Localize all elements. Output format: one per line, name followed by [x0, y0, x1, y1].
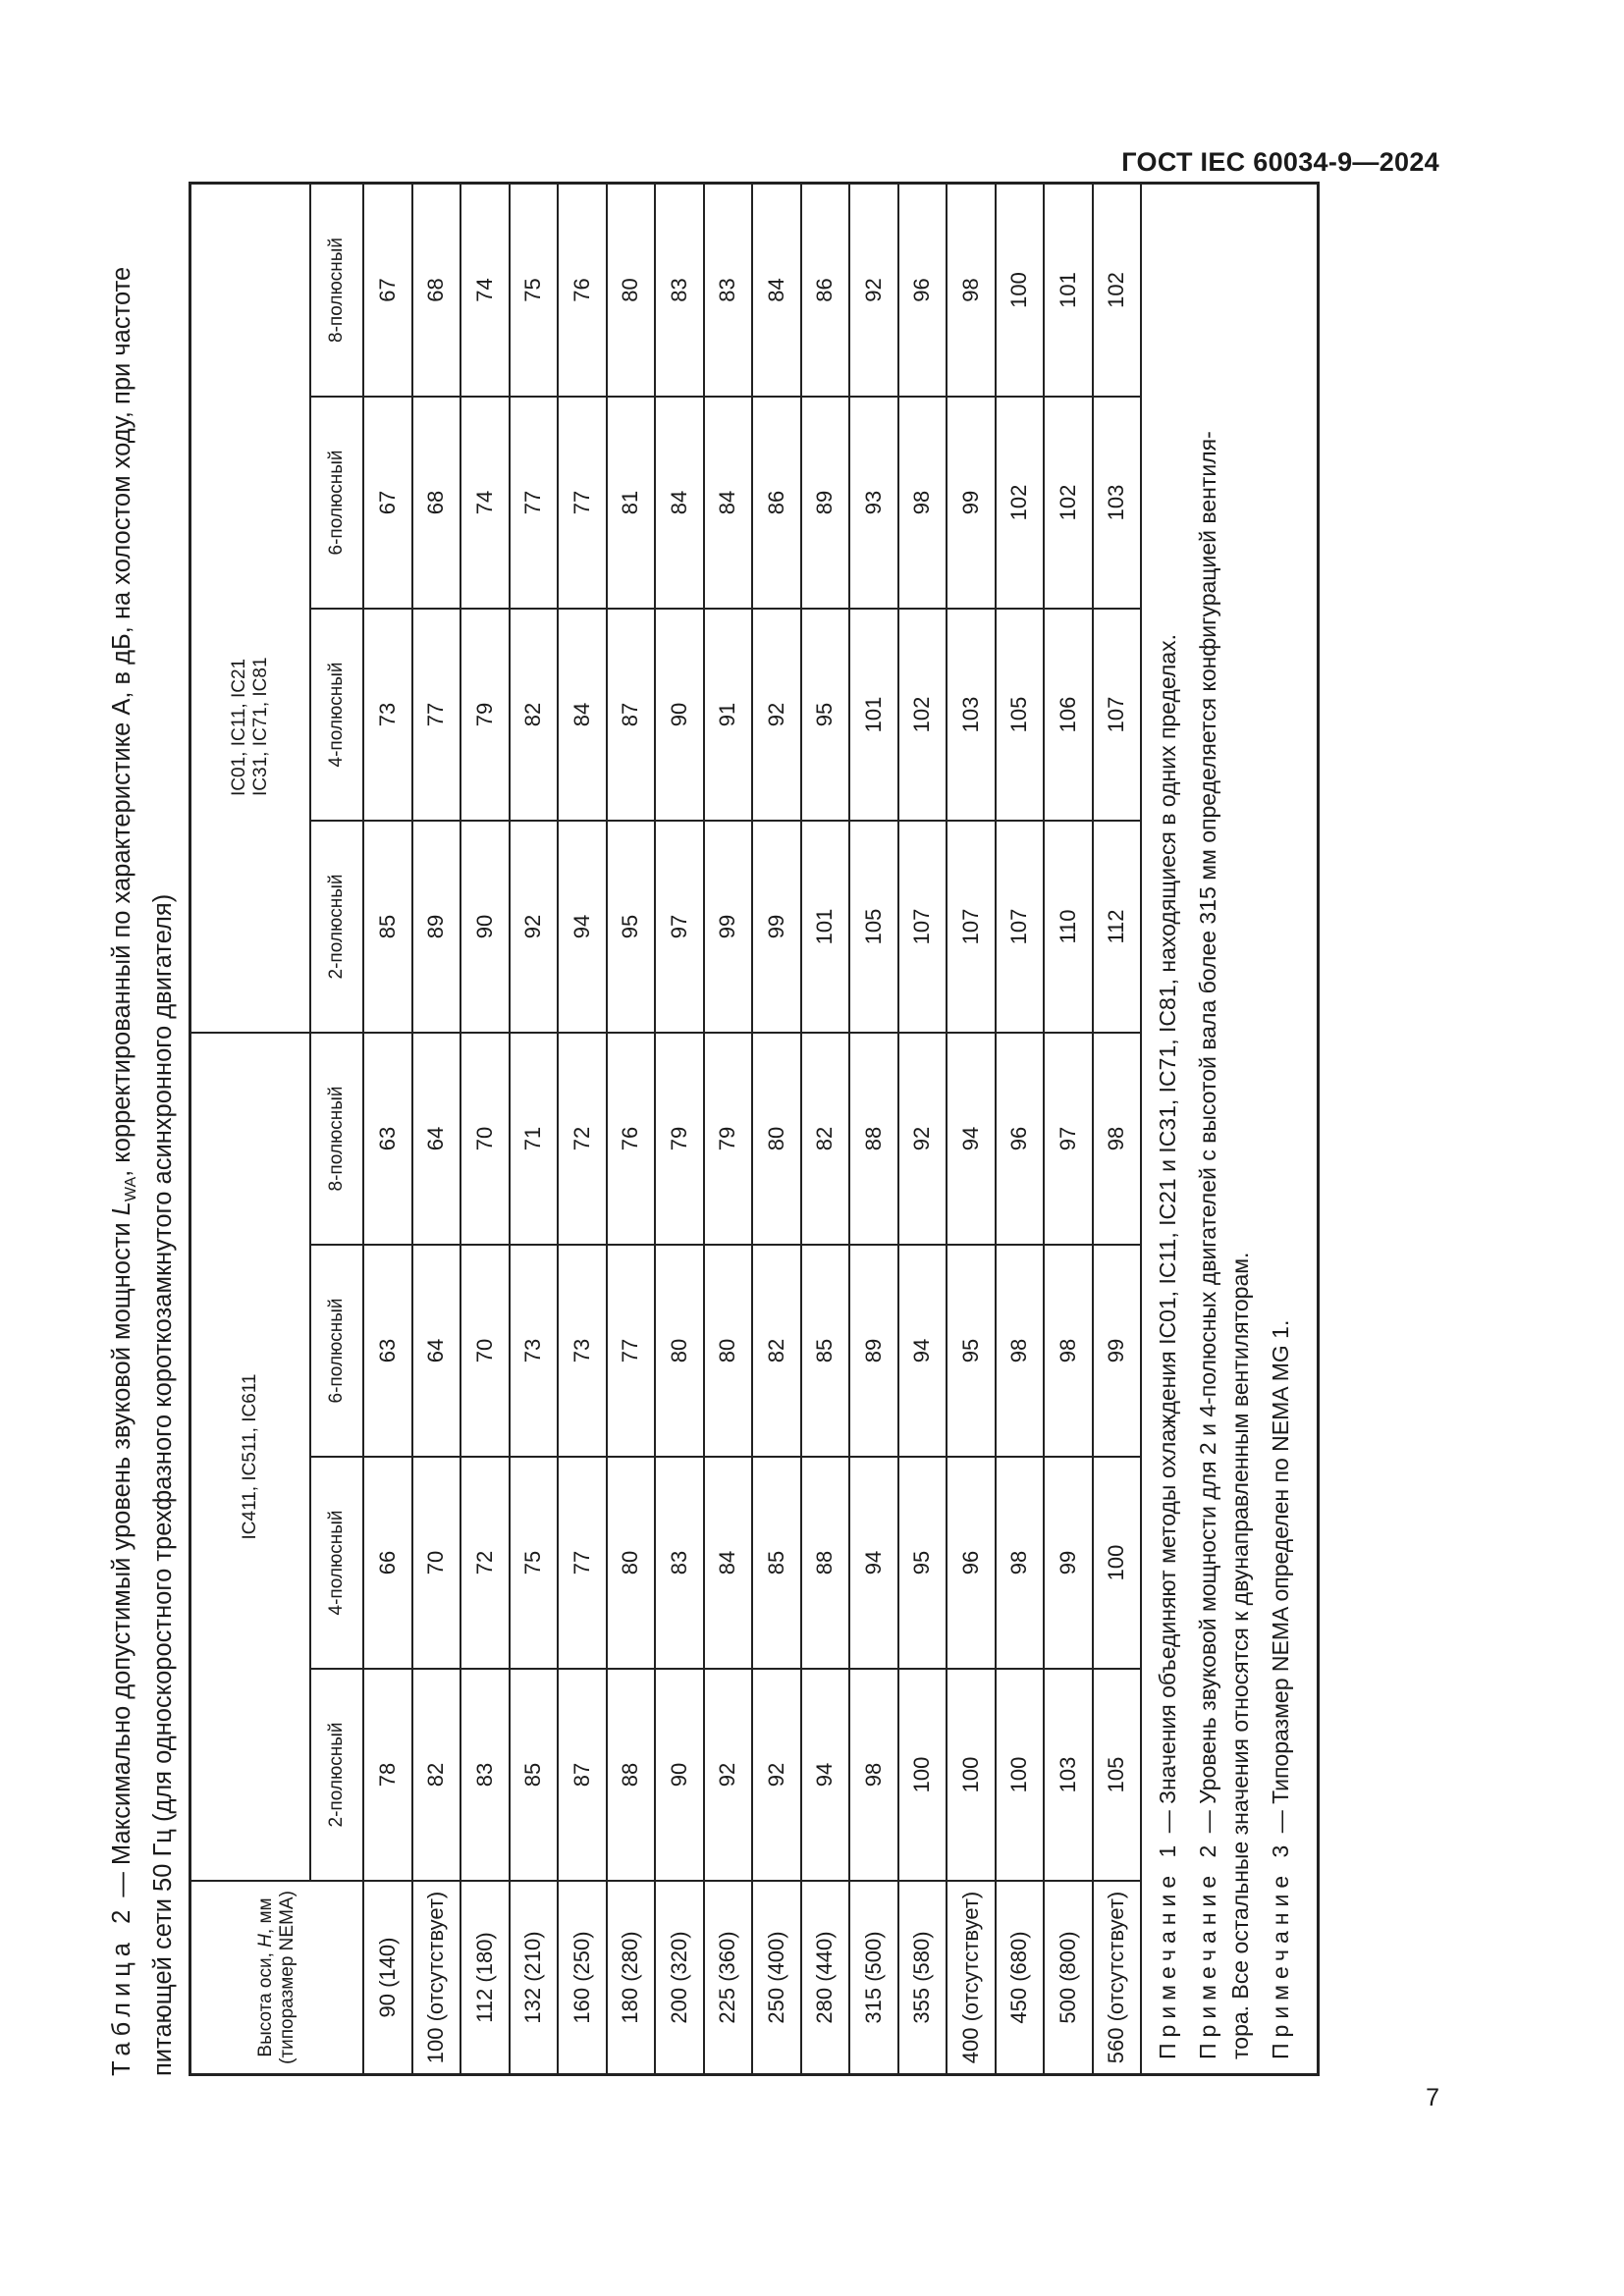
noise-level-cell: 88: [849, 1033, 898, 1245]
noise-level-cell: 100: [898, 1669, 947, 1881]
noise-level-cell: 94: [558, 821, 607, 1033]
noise-level-cell: 102: [1044, 397, 1093, 609]
noise-level-cell: 67: [363, 397, 412, 609]
table-row: [655, 185, 704, 2073]
noise-level-cell: 83: [655, 1457, 704, 1669]
noise-level-cell: 102: [898, 609, 947, 821]
rotated-table-block: [106, 113, 1314, 2076]
noise-level-cell: 73: [363, 609, 412, 821]
noise-level-cell: 87: [558, 1669, 607, 1881]
noise-level-cell: 98: [947, 185, 996, 397]
table-header-row-poles: [310, 185, 363, 2073]
caption-line-1: [106, 113, 147, 2076]
noise-level-cell: 83: [655, 185, 704, 397]
noise-level-cell: 68: [412, 185, 461, 397]
pole-header: 8-полюсный: [310, 1033, 363, 1245]
table-row: [1044, 185, 1093, 2073]
table-caption: [106, 113, 179, 2076]
noise-level-cell: 91: [704, 609, 753, 821]
noise-level-cell: 100: [996, 185, 1045, 397]
noise-level-cell: 72: [460, 1457, 510, 1669]
noise-level-cell: 103: [1093, 397, 1142, 609]
noise-level-cell: 79: [460, 609, 510, 821]
noise-level-cell: 93: [849, 397, 898, 609]
noise-level-cell: 82: [801, 1033, 850, 1245]
noise-level-cell: 74: [460, 185, 510, 397]
noise-level-cell: 74: [460, 397, 510, 609]
noise-level-cell: 107: [1093, 609, 1142, 821]
noise-level-cell: 106: [1044, 609, 1093, 821]
caption-text-before: — Максимально допустимый уровень звуковой мощности: [108, 1215, 135, 1904]
caption-variable-subscript: WA: [123, 1176, 140, 1202]
noise-level-cell: 103: [1044, 1669, 1093, 1881]
noise-level-cell: 79: [655, 1033, 704, 1245]
noise-level-cell: 105: [1093, 1669, 1142, 1881]
noise-level-cell: 82: [752, 1245, 801, 1457]
noise-level-cell: 92: [752, 609, 801, 821]
noise-level-cell: 107: [898, 821, 947, 1033]
noise-level-cell: 90: [655, 609, 704, 821]
noise-level-cell: 88: [607, 1669, 656, 1881]
noise-level-cell: 103: [947, 609, 996, 821]
noise-level-cell: 85: [752, 1457, 801, 1669]
noise-level-cell: 89: [849, 1245, 898, 1457]
noise-level-cell: 84: [752, 185, 801, 397]
shaft-height-cell: 132 (210): [510, 1881, 559, 2073]
noise-level-cell: 92: [898, 1033, 947, 1245]
noise-level-cell: 80: [607, 1457, 656, 1669]
noise-level-cell: 80: [655, 1245, 704, 1457]
noise-level-cell: 85: [363, 821, 412, 1033]
pole-header: 6-полюсный: [310, 397, 363, 609]
noise-level-cell: 80: [607, 185, 656, 397]
noise-level-cell: 96: [996, 1033, 1045, 1245]
pole-header: 8-полюсный: [310, 185, 363, 397]
noise-level-cell: 86: [801, 185, 850, 397]
shaft-height-cell: 225 (360): [704, 1881, 753, 2073]
caption-line-2: питающей сети 50 Гц (для односкоростного трехфазного короткозамкнутого асинхронного двигателя): [149, 893, 178, 2076]
caption-label: Таблица 2: [108, 1903, 135, 2076]
noise-level-cell: 98: [1044, 1245, 1093, 1457]
shaft-height-cell: 450 (680): [996, 1881, 1045, 2073]
noise-level-cell: 70: [460, 1245, 510, 1457]
noise-level-cell: 95: [947, 1245, 996, 1457]
table-row: [363, 185, 412, 2073]
noise-level-cell: 98: [996, 1457, 1045, 1669]
table-row: [558, 185, 607, 2073]
noise-level-cell: 75: [510, 185, 559, 397]
table-row: [412, 185, 461, 2073]
noise-level-cell: 95: [801, 609, 850, 821]
table-row: [801, 185, 850, 2073]
noise-level-cell: 94: [801, 1669, 850, 1881]
noise-level-cell: 85: [510, 1669, 559, 1881]
noise-level-cell: 78: [363, 1669, 412, 1881]
cooling-group-1-header: IC411, IC511, IC611: [191, 1033, 310, 1881]
noise-level-cell: 76: [607, 1033, 656, 1245]
shaft-height-cell: 200 (320): [655, 1881, 704, 2073]
noise-level-cell: 98: [898, 397, 947, 609]
document-code: ГОСТ IEC 60034-9—2024: [1121, 147, 1439, 177]
table-row: [996, 185, 1045, 2073]
shaft-height-cell: 400 (отсутствует): [947, 1881, 996, 2073]
noise-level-cell: 67: [363, 185, 412, 397]
noise-level-cell: 77: [558, 1457, 607, 1669]
noise-level-cell: 72: [558, 1033, 607, 1245]
table-row: [849, 185, 898, 2073]
pole-header: 4-полюсный: [310, 609, 363, 821]
table-row: [510, 185, 559, 2073]
noise-level-cell: 94: [849, 1457, 898, 1669]
noise-level-cell: 90: [655, 1669, 704, 1881]
noise-level-cell: 94: [898, 1245, 947, 1457]
noise-level-cell: 63: [363, 1033, 412, 1245]
table-row: [704, 185, 753, 2073]
noise-level-cell: 107: [996, 821, 1045, 1033]
table-row: [898, 185, 947, 2073]
table-notes: [1142, 185, 1317, 2073]
noise-level-cell: 100: [947, 1669, 996, 1881]
noise-level-cell: 68: [412, 397, 461, 609]
shaft-height-cell: 315 (500): [849, 1881, 898, 2073]
noise-level-cell: 99: [1093, 1245, 1142, 1457]
pole-header: 6-полюсный: [310, 1245, 363, 1457]
noise-level-cell: 92: [704, 1669, 753, 1881]
noise-level-cell: 105: [996, 609, 1045, 821]
noise-level-cell: 77: [607, 1245, 656, 1457]
noise-level-cell: 84: [558, 609, 607, 821]
caption-variable: L: [108, 1201, 135, 1216]
noise-level-cell: 102: [996, 397, 1045, 609]
noise-level-cell: 82: [412, 1669, 461, 1881]
noise-level-cell: 63: [363, 1245, 412, 1457]
pole-header: 2-полюсный: [310, 821, 363, 1033]
noise-level-cell: 98: [1093, 1033, 1142, 1245]
table-frame: [189, 182, 1320, 2076]
noise-level-cell: 64: [412, 1245, 461, 1457]
noise-level-cell: 84: [704, 397, 753, 609]
noise-level-cell: 76: [558, 185, 607, 397]
shaft-height-cell: 160 (250): [558, 1881, 607, 2073]
noise-level-cell: 105: [849, 821, 898, 1033]
noise-level-cell: 82: [510, 609, 559, 821]
noise-level-cell: 80: [704, 1245, 753, 1457]
noise-level-cell: 110: [1044, 821, 1093, 1033]
noise-level-cell: 89: [412, 821, 461, 1033]
noise-level-cell: 92: [510, 821, 559, 1033]
noise-level-cell: 97: [655, 821, 704, 1033]
noise-level-cell: 95: [607, 821, 656, 1033]
page-number: 7: [1426, 2084, 1439, 2111]
note-1: Примечание 1 — Значения объединяют методы охлаждения IC01, IC11, IC21 и IC31, IC71, IC81, находящиеся в одних пределах.: [1155, 633, 1181, 2059]
noise-level-cell: 100: [1093, 1457, 1142, 1669]
noise-level-cell: 112: [1093, 821, 1142, 1033]
table-row: [947, 185, 996, 2073]
shaft-height-cell: 112 (180): [460, 1881, 510, 2073]
noise-level-cell: 102: [1093, 185, 1142, 397]
cooling-group-2-header: IC01, IC11, IC21 IC31, IC71, IC81: [191, 185, 310, 1033]
noise-level-cell: 99: [752, 821, 801, 1033]
caption-text-after: , корректированный по характеристике А, в дБ, на холостом ходу, при частоте: [108, 266, 135, 1177]
noise-level-cell: 92: [752, 1669, 801, 1881]
note-2: Примечание 2 — Уровень звуковой мощности для 2 и 4-полюсных двигателей с высотой вала более 315 мм определяется конфигурацией вентиля- тора. Все остальные значения относятся к двунаправленным вентиляторам.: [1195, 431, 1254, 2059]
shaft-height-header-line-1: Высота оси, H, мм: [255, 1897, 277, 2057]
shaft-height-cell: 250 (400): [752, 1881, 801, 2073]
shaft-height-cell: 100 (отсутствует): [412, 1881, 461, 2073]
pole-header: 2-полюсный: [310, 1669, 363, 1881]
shaft-height-header: [191, 1881, 363, 2073]
pole-header: 4-полюсный: [310, 1457, 363, 1669]
shaft-height-cell: 355 (580): [898, 1881, 947, 2073]
noise-level-cell: 89: [801, 397, 850, 609]
shaft-height-cell: 500 (800): [1044, 1881, 1093, 2073]
table-row: [1093, 185, 1142, 2073]
noise-level-cell: 88: [801, 1457, 850, 1669]
noise-level-cell: 87: [607, 609, 656, 821]
shaft-height-cell: 280 (440): [801, 1881, 850, 2073]
noise-level-cell: 97: [1044, 1033, 1093, 1245]
noise-level-cell: 94: [947, 1033, 996, 1245]
noise-level-cell: 79: [704, 1033, 753, 1245]
noise-level-cell: 86: [752, 397, 801, 609]
noise-level-cell: 64: [412, 1033, 461, 1245]
noise-level-cell: 83: [460, 1669, 510, 1881]
shaft-height-cell: 90 (140): [363, 1881, 412, 2073]
noise-level-cell: 73: [510, 1245, 559, 1457]
shaft-height-header-line-2: (типоразмер NEMA): [277, 1891, 298, 2064]
note-3: Примечание 3 — Типоразмер NEMA определен по NEMA MG 1.: [1268, 1319, 1294, 2059]
noise-level-cell: 96: [947, 1457, 996, 1669]
noise-level-cell: 66: [363, 1457, 412, 1669]
table-row: [752, 185, 801, 2073]
noise-level-cell: 83: [704, 185, 753, 397]
noise-level-cell: 100: [996, 1669, 1045, 1881]
shaft-height-cell: 180 (280): [607, 1881, 656, 2073]
noise-level-cell: 81: [607, 397, 656, 609]
noise-level-cell: 77: [510, 397, 559, 609]
noise-level-cell: 85: [801, 1245, 850, 1457]
noise-level-cell: 80: [752, 1033, 801, 1245]
noise-level-table: [191, 185, 1142, 2073]
noise-level-cell: 101: [801, 821, 850, 1033]
noise-level-cell: 70: [460, 1033, 510, 1245]
noise-level-cell: 107: [947, 821, 996, 1033]
shaft-height-cell: 560 (отсутствует): [1093, 1881, 1142, 2073]
noise-level-cell: 92: [849, 185, 898, 397]
table-row: [460, 185, 510, 2073]
noise-level-cell: 101: [1044, 185, 1093, 397]
table-row: [607, 185, 656, 2073]
noise-level-cell: 73: [558, 1245, 607, 1457]
noise-level-cell: 70: [412, 1457, 461, 1669]
noise-level-cell: 71: [510, 1033, 559, 1245]
noise-level-cell: 95: [898, 1457, 947, 1669]
table-body: [363, 185, 1141, 2073]
noise-level-cell: 98: [849, 1669, 898, 1881]
noise-level-cell: 77: [412, 609, 461, 821]
noise-level-cell: 99: [1044, 1457, 1093, 1669]
noise-level-cell: 98: [996, 1245, 1045, 1457]
noise-level-cell: 90: [460, 821, 510, 1033]
noise-level-cell: 99: [947, 397, 996, 609]
noise-level-cell: 75: [510, 1457, 559, 1669]
table-header-row-groups: [191, 185, 310, 2073]
noise-level-cell: 84: [655, 397, 704, 609]
noise-level-cell: 77: [558, 397, 607, 609]
noise-level-cell: 96: [898, 185, 947, 397]
noise-level-cell: 101: [849, 609, 898, 821]
noise-level-cell: 99: [704, 821, 753, 1033]
noise-level-cell: 84: [704, 1457, 753, 1669]
